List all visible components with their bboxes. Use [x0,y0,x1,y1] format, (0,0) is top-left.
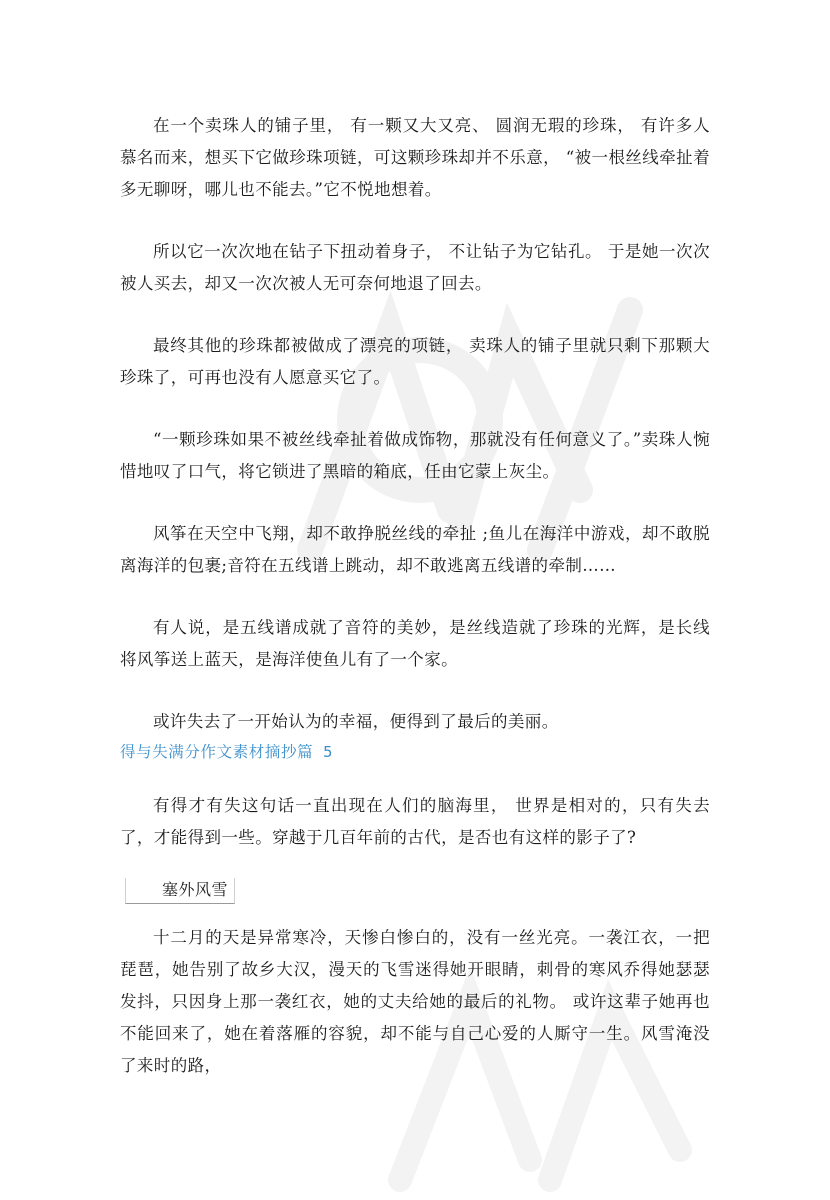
subtitle-label: 塞外风雪 [125,878,235,904]
paragraph: 风筝在天空中飞翔，却不敢挣脱丝线的牵扯 ;鱼儿在海洋中游戏，却不敢脱离海洋的包裹;音符在五线谱上跳动，却不敢逃离五线谱的牵制…… [120,524,710,575]
section-intro [120,790,710,884]
intro-paragraph: 有得才有失这句话一直出现在人们的脑海里， 世界是相对的，只有失去了，才能得到一些。穿越于几百年前的古代，是否也有这样的影子了? [120,796,710,847]
body-paragraph: 十二月的天是异常寒冷，天惨白惨白的，没有一丝光亮。一袭江衣，一把琵琶，她告别了故乡大汉，漫天的飞雪迷得她开眼睛，刺骨的寒风乔得她瑟瑟发抖，只因身上那一袭红衣，她的丈夫给她的最后的礼物。 或许这辈子她再也不能回来了，她在着落雁的容貌，却不能与自己心爱的人厮守一生。风雪淹没了来时的路， [120,928,710,1075]
paragraph: 有人说，是五线谱成就了音符的美妙，是丝线造就了珍珠的光辉，是长线将风筝送上蓝天，是海洋使鱼儿有了一个家。 [120,618,710,669]
paragraph: 或许失去了一开始认为的幸福，便得到了最后的美丽。 [153,712,559,731]
section-pearl-story [120,110,710,738]
paragraph: 所以它一次次地在钻子下扭动着身子， 不让钻子为它钻孔。 于是她一次次被人买去，却又一次次被人无可奈何地退了回去。 [120,242,710,293]
section-heading: 得与失满分作文素材摘抄篇 5 [120,743,334,761]
paragraph: 最终其他的珍珠都被做成了漂亮的项链， 卖珠人的铺子里就只剩下那颗大珍珠了，可再也没有人愿意买它了。 [120,336,710,387]
paragraph: “一颗珍珠如果不被丝线牵扯着做成饰物，那就没有任何意义了。”卖珠人惋惜地叹了口气，将它锁进了黑暗的箱底，任由它蒙上灰尘。 [120,430,710,481]
paragraph: 在一个卖珠人的铺子里， 有一颗又大又亮、 圆润无瑕的珍珠， 有许多人慕名而来，想买下它做珍珠项链，可这颗珍珠却并不乐意， “被一根丝线牵扯着多无聊呀，哪儿也不能去。”它不悦地想着。 [120,116,710,199]
section-body [120,922,710,1082]
